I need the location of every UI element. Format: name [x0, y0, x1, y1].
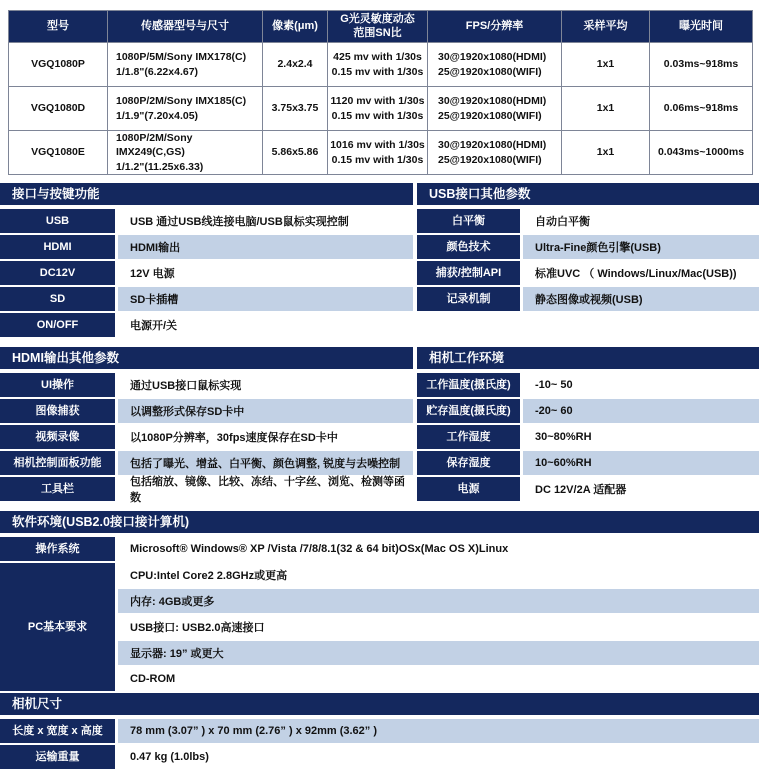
- env-row-power-label: 电源: [417, 477, 520, 501]
- usb-row-wb-label: 白平衡: [417, 209, 520, 233]
- pc-req-cpu: CPU:Intel Core2 2.8GHz或更高: [118, 563, 759, 587]
- env-row: [417, 425, 759, 449]
- hdmi-row-toolbar-label: 工具栏: [0, 477, 115, 501]
- spec-table-row: [9, 87, 753, 131]
- io-row-sd-label: SD: [0, 287, 115, 311]
- hdmi-row-video-value: 以1080P分辨率，30fps速度保存在SD卡中: [118, 425, 413, 449]
- size-row: [0, 719, 759, 743]
- sensitivity-cell: [328, 87, 428, 131]
- env-row: [417, 399, 759, 423]
- env-row-workhum-value: 30~80%RH: [523, 425, 759, 449]
- spec-table: [8, 10, 753, 175]
- size-row: [0, 745, 759, 769]
- pixel-cell: 3.75x3.75: [263, 87, 328, 131]
- usb-row-api-value: 标准UVC （ Windows/Linux/Mac(USB)): [523, 261, 759, 285]
- fps-line1: 30@1920x1080(HDMI): [438, 139, 547, 152]
- size-row-dimensions-label: 长度 x 宽度 x 高度: [0, 719, 115, 743]
- fps-line1: 30@1920x1080(HDMI): [438, 51, 547, 64]
- sensor-cell: [108, 131, 263, 175]
- io-row-hdmi-value: HDMI输出: [118, 235, 413, 259]
- hdmi-section-title: HDMI输出其他参数: [0, 347, 413, 369]
- io-row-onoff-value: 电源开/关: [118, 313, 413, 337]
- sensor-cell: [108, 43, 263, 87]
- env-section: [417, 347, 759, 501]
- pc-req-usb: USB接口: USB2.0高速接口: [118, 615, 759, 639]
- sensor-cell: [108, 87, 263, 131]
- fps-line2: 25@1920x1080(WIFI): [438, 109, 542, 122]
- pc-req-cdrom: CD-ROM: [118, 667, 759, 691]
- software-os-value: Microsoft® Windows® XP /Vista /7/8/8.1(32 & 64 bit)OSx(Mac OS X)Linux: [118, 537, 759, 561]
- io-row-onoff-label: ON/OFF: [0, 313, 115, 337]
- hdmi-row: [0, 476, 413, 504]
- usb-row: [417, 261, 759, 285]
- model-cell: VGQ1080D: [9, 87, 108, 131]
- pc-req-memory: 内存: 4GB或更多: [118, 589, 759, 613]
- hdmi-row-ui-label: UI操作: [0, 373, 115, 397]
- sensitivity-line2: 0.15 mv with 1/30s: [331, 65, 424, 78]
- col-header-sampling: 采样平均: [562, 11, 650, 43]
- col-header-sensitivity: [328, 11, 428, 43]
- usb-row-record-value: 静态图像或视频(USB): [523, 287, 759, 311]
- pixel-cell: 2.4x2.4: [263, 43, 328, 87]
- env-row-worktemp-label: 工作温度(摄氏度): [417, 373, 520, 397]
- fps-cell: [428, 87, 562, 131]
- io-row: [0, 235, 413, 259]
- sensor-line1: 1080P/5M/Sony IMX178(C): [116, 51, 247, 64]
- sampling-cell: 1x1: [562, 131, 650, 175]
- spec-table-row: [9, 43, 753, 87]
- usb-row: [417, 235, 759, 259]
- env-row: [417, 373, 759, 397]
- hdmi-row: [0, 373, 413, 397]
- env-row: [417, 477, 759, 501]
- hdmi-row-panel-label: 相机控制面板功能: [0, 451, 115, 475]
- io-row: [0, 287, 413, 311]
- sampling-cell: 1x1: [562, 87, 650, 131]
- io-row: [0, 209, 413, 233]
- col-header-model: 型号: [9, 11, 108, 43]
- io-row-usb-value: USB 通过USB线连接电脑/USB鼠标实现控制: [118, 209, 413, 233]
- hdmi-row-ui-value: 通过USB接口鼠标实现: [118, 373, 413, 397]
- env-row-worktemp-value: -10~ 50: [523, 373, 759, 397]
- size-row-dimensions-value: 78 mm (3.07” ) x 70 mm (2.76” ) x 92mm (3.62” ): [118, 719, 759, 743]
- hdmi-row-video-label: 视频录像: [0, 425, 115, 449]
- env-row-storehum-label: 保存湿度: [417, 451, 520, 475]
- pc-requirements-block: [0, 563, 759, 691]
- sensor-line2: 1/1.9"(7.20x4.05): [116, 109, 199, 122]
- col-header-pixel: 像素(μm): [263, 11, 328, 43]
- env-row-storetemp-label: 贮存温度(摄氏度): [417, 399, 520, 423]
- hdmi-row-toolbar-value: 包括缩放、镜像、比较、冻结、十字丝、浏览、检测等函数: [118, 477, 413, 501]
- left-column: [0, 183, 413, 503]
- pc-req-display: 显示器: 19” 或更大: [118, 641, 759, 665]
- sensitivity-line1: 425 mv with 1/30s: [333, 51, 422, 64]
- software-section: [0, 511, 759, 691]
- spec-table-row: [9, 131, 753, 175]
- usb-row: [417, 287, 759, 311]
- fps-line2: 25@1920x1080(WIFI): [438, 65, 542, 78]
- col-header-sensitivity-line2: 范围SN比: [353, 26, 402, 39]
- usb-section-title: USB接口其他参数: [417, 183, 759, 205]
- env-row-power-value: DC 12V/2A 适配器: [523, 477, 759, 501]
- sensor-line1: 1080P/2M/Sony IMX185(C): [116, 95, 247, 108]
- env-row-workhum-label: 工作湿度: [417, 425, 520, 449]
- exposure-cell: 0.043ms~1000ms: [650, 131, 753, 175]
- io-row: [0, 313, 413, 337]
- size-section: [0, 693, 759, 769]
- io-row-usb-label: USB: [0, 209, 115, 233]
- hdmi-row-panel-value: 包括了曝光、增益、白平衡、颜色调整, 锐度与去噪控制: [118, 451, 413, 475]
- hdmi-row-capture-label: 图像捕获: [0, 399, 115, 423]
- right-column: [417, 183, 759, 503]
- spec-table-header-row: [9, 11, 753, 43]
- size-row-weight-value: 0.47 kg (1.0lbs): [118, 745, 759, 769]
- sensitivity-line1: 1120 mv with 1/30s: [330, 95, 425, 108]
- software-os-row: [0, 537, 759, 561]
- hdmi-row: [0, 399, 413, 423]
- usb-row-record-label: 记录机制: [417, 287, 520, 311]
- env-row-storetemp-value: -20~ 60: [523, 399, 759, 423]
- hdmi-section: [0, 347, 413, 504]
- col-header-sensitivity-line1: G光灵敏度动态: [340, 12, 415, 25]
- fps-cell: [428, 131, 562, 175]
- io-section-title: 接口与按键功能: [0, 183, 413, 205]
- fps-cell: [428, 43, 562, 87]
- col-header-exposure: 曝光时间: [650, 11, 753, 43]
- model-cell: VGQ1080P: [9, 43, 108, 87]
- sensitivity-line2: 0.15 mv with 1/30s: [331, 153, 424, 166]
- software-section-title: 软件环境(USB2.0接口接计算机): [0, 511, 759, 533]
- io-row-dc12v-value: 12V 电源: [118, 261, 413, 285]
- usb-row: [417, 209, 759, 233]
- col-header-sensor: 传感器型号与尺寸: [108, 11, 263, 43]
- exposure-cell: 0.03ms~918ms: [650, 43, 753, 87]
- pixel-cell: 5.86x5.86: [263, 131, 328, 175]
- pc-requirements-values: [118, 563, 759, 691]
- col-header-fps: FPS/分辨率: [428, 11, 562, 43]
- io-row-hdmi-label: HDMI: [0, 235, 115, 259]
- sensor-line2: 1/1.8"(6.22x4.67): [116, 65, 199, 78]
- sensitivity-cell: [328, 43, 428, 87]
- usb-section: [417, 183, 759, 347]
- sensitivity-line1: 1016 mv with 1/30s: [330, 139, 425, 152]
- env-row: [417, 451, 759, 475]
- env-row-storehum-value: 10~60%RH: [523, 451, 759, 475]
- io-row-sd-value: SD卡插槽: [118, 287, 413, 311]
- usb-row-color-value: Ultra-Fine颜色引擎(USB): [523, 235, 759, 259]
- hdmi-row: [0, 425, 413, 449]
- fps-line2: 25@1920x1080(WIFI): [438, 153, 542, 166]
- exposure-cell: 0.06ms~918ms: [650, 87, 753, 131]
- size-section-title: 相机尺寸: [0, 693, 759, 715]
- io-section: [0, 183, 413, 347]
- size-row-weight-label: 运输重量: [0, 745, 115, 769]
- sensor-line1: 1080P/2M/Sony IMX249(C,GS): [116, 132, 193, 159]
- sensitivity-cell: [328, 131, 428, 175]
- usb-row-wb-value: 自动白平衡: [523, 209, 759, 233]
- io-row: [0, 261, 413, 285]
- sensitivity-line2: 0.15 mv with 1/30s: [331, 109, 424, 122]
- env-section-title: 相机工作环境: [417, 347, 759, 369]
- usb-row-color-label: 颜色技术: [417, 235, 520, 259]
- hdmi-row-capture-value: 以调整形式保存SD卡中: [118, 399, 413, 423]
- hdmi-row: [0, 451, 413, 475]
- pc-requirements-label: PC基本要求: [0, 563, 115, 691]
- model-cell: VGQ1080E: [9, 131, 108, 175]
- io-row-dc12v-label: DC12V: [0, 261, 115, 285]
- usb-row-api-label: 捕获/控制API: [417, 261, 520, 285]
- middle-sections: [0, 183, 759, 503]
- sensor-line2: 1/1.2"(11.25x6.33): [116, 160, 204, 173]
- software-os-label: 操作系统: [0, 537, 115, 561]
- sampling-cell: 1x1: [562, 43, 650, 87]
- fps-line1: 30@1920x1080(HDMI): [438, 95, 547, 108]
